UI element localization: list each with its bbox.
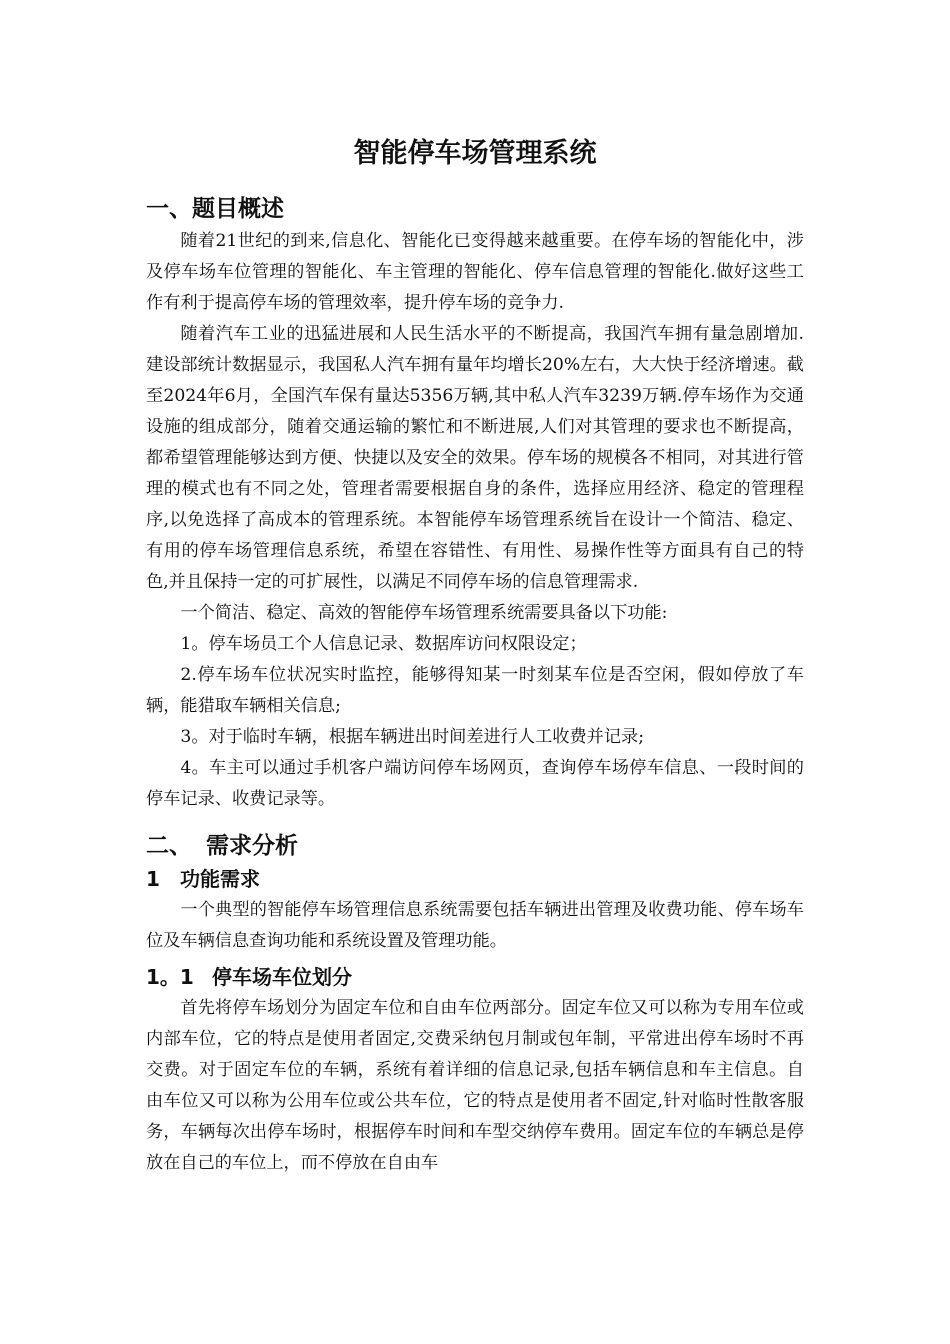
document-title: 智能停车场管理系统 — [353, 138, 597, 169]
subsection-heading-text: 停车场车位划分 — [212, 965, 352, 989]
paragraph: 一个简洁、稳定、高效的智能停车场管理系统需要具备以下功能: — [180, 603, 668, 623]
subsection-number: 1。1 — [146, 965, 194, 989]
section-number: 二、 — [146, 833, 192, 859]
list-item: 4。车主可以通过手机客户端访问停车场网页，查询停车场停车信息、一段时间的停车记录、收费记录等。 — [146, 758, 804, 809]
spacer — [146, 815, 804, 829]
subsection-heading-parking-division — [146, 961, 804, 993]
paragraph: 首先将停车场划分为固定车位和自由车位两部分。固定车位又可以称为专用车位或内部车位，它的特点是使用者固定,交费采纳包月制或包年制，平常进出停车场时不再交费。对于固定车位的车辆，系统有着详细的信息记录,包括车辆信息和车主信息。自由车位又可以称为公用车位或公共车位，它的特点是使用者不固定,针对临时性散客服务，车辆每次出停车场时，根据停车时间和车型交纳停车费用。固定车位的车辆总是停放在自己的车位上，而不停放在自由车 — [146, 998, 804, 1173]
section-heading-overview: 一、题目概述 — [146, 196, 284, 222]
section-requirements — [146, 829, 804, 1179]
subsection-number: 1 — [146, 867, 160, 891]
list-item: 1。停车场员工个人信息记录、数据库访问权限设定； — [180, 634, 587, 654]
paragraph: 随着21世纪的到来,信息化、智能化已变得越来越重要。在停车场的智能化中，涉及停车场车位管理的智能化、车主管理的智能化、停车信息管理的智能化.做好这些工作有利于提高停车场的管理效率，提升停车场的竞争力. — [146, 231, 804, 313]
list-item: 3。对于临时车辆，根据车辆进出时间差进行人工收费并记录; — [180, 727, 644, 747]
section-overview — [146, 192, 804, 815]
list-item: 2.停车场车位状况实时监控，能够得知某一时刻某车位是否空闲，假如停放了车辆，能猎取车辆相关信息; — [146, 665, 804, 716]
subsection-heading-text: 功能需求 — [180, 867, 260, 891]
paragraph: 一个典型的智能停车场管理信息系统需要包括车辆进出管理及收费功能、停车场车位及车辆信息查询功能和系统设置及管理功能。 — [146, 900, 804, 951]
section-heading-text: 需求分析 — [206, 833, 298, 859]
section-heading-requirements — [146, 829, 804, 863]
paragraph: 随着汽车工业的迅猛进展和人民生活水平的不断提高，我国汽车拥有量急剧增加.建设部统计数据显示，我国私人汽车拥有量年均增长20%左右，大大快于经济增速。截至2024年6月，全国汽车保有量达5356万辆,其中私人汽车3239万辆.停车场作为交通设施的组成部分，随着交通运输的繁忙和不断进展,人们对其管理的要求也不断提高，都希望管理能够达到方便、快捷以及安全的效果。停车场的规模各不相同，对其进行管理的模式也有不同之处，管理者需要根据自身的条件，选择应用经济、稳定的管理程序,以免选择了高成本的管理系统。本智能停车场管理系统旨在设计一个简洁、稳定、有用的停车场管理信息系统，希望在容错性、有用性、易操作性等方面具有自己的特色,并且保持一定的可扩展性，以满足不同停车场的信息管理需求. — [146, 324, 804, 592]
subsection-heading-functional — [146, 863, 804, 895]
